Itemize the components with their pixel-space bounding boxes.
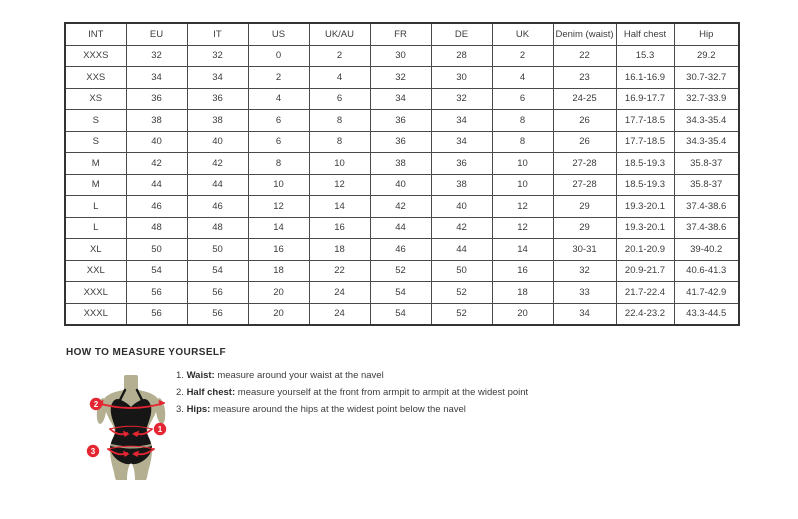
table-cell: 35.8-37 [674, 174, 739, 196]
table-cell: 36 [370, 131, 431, 153]
table-cell: 44 [431, 239, 492, 261]
table-cell: 38 [187, 110, 248, 132]
table-cell: 42 [370, 196, 431, 218]
table-cell: 35.8-37 [674, 153, 739, 175]
table-cell: 42 [126, 153, 187, 175]
table-cell: 34 [126, 67, 187, 89]
column-header: INT [65, 23, 126, 45]
table-cell: 36 [370, 110, 431, 132]
table-cell: 10 [309, 153, 370, 175]
table-cell: 4 [248, 88, 309, 110]
measure-step [176, 388, 528, 399]
table-cell: 41.7-42.9 [674, 282, 739, 304]
table-row [65, 260, 739, 282]
table-row [65, 303, 739, 325]
column-header: Hip [674, 23, 739, 45]
column-header: DE [431, 23, 492, 45]
table-cell: 40 [126, 131, 187, 153]
table-cell: 18 [248, 260, 309, 282]
mannequin-icon [83, 366, 175, 486]
measure-step-number: 2. [176, 386, 187, 398]
table-cell: S [65, 131, 126, 153]
measure-step-label: Hips: [186, 403, 211, 415]
table-cell: 8 [309, 131, 370, 153]
table-cell: 30 [370, 45, 431, 67]
table-row [65, 88, 739, 110]
table-cell: 46 [126, 196, 187, 218]
column-header: Half chest [616, 23, 674, 45]
table-cell: 4 [309, 67, 370, 89]
table-cell: 8 [248, 153, 309, 175]
table-cell: 6 [248, 110, 309, 132]
table-cell: 2 [492, 45, 553, 67]
table-cell: 6 [248, 131, 309, 153]
table-cell: 30.7-32.7 [674, 67, 739, 89]
table-cell: 40.6-41.3 [674, 260, 739, 282]
size-chart-header [65, 23, 739, 45]
table-cell: 50 [187, 239, 248, 261]
table-cell: 56 [187, 303, 248, 325]
table-cell: 37.4-38.6 [674, 196, 739, 218]
table-cell: 36 [431, 153, 492, 175]
table-cell: XL [65, 239, 126, 261]
column-header: UK [492, 23, 553, 45]
table-cell: 28 [431, 45, 492, 67]
table-cell: 54 [187, 260, 248, 282]
table-cell: 20.9-21.7 [616, 260, 674, 282]
table-cell: 18 [309, 239, 370, 261]
table-cell: 22 [553, 45, 616, 67]
table-cell: 42 [431, 217, 492, 239]
table-cell: 17.7-18.5 [616, 131, 674, 153]
table-cell: 12 [492, 196, 553, 218]
table-cell: 8 [492, 131, 553, 153]
table-cell: XS [65, 88, 126, 110]
table-cell: 16.1-16.9 [616, 67, 674, 89]
waist-badge-number: 1 [157, 425, 163, 434]
table-cell: 29.2 [674, 45, 739, 67]
measure-step-label: Half chest: [186, 386, 236, 398]
table-cell: 38 [431, 174, 492, 196]
table-cell: 36 [126, 88, 187, 110]
table-cell: 24-25 [553, 88, 616, 110]
table-cell: 50 [431, 260, 492, 282]
table-cell: 18.5-19.3 [616, 153, 674, 175]
table-cell: 37.4-38.6 [674, 217, 739, 239]
table-cell: 20 [492, 303, 553, 325]
table-cell: M [65, 174, 126, 196]
table-cell: 39-40.2 [674, 239, 739, 261]
table-cell: 12 [492, 217, 553, 239]
table-cell: 14 [492, 239, 553, 261]
table-row [65, 196, 739, 218]
table-cell: 23 [553, 67, 616, 89]
measure-step-text: measure around the hips at the widest point below the navel [210, 403, 466, 415]
table-cell: 2 [309, 45, 370, 67]
table-cell: 32 [553, 260, 616, 282]
table-cell: S [65, 110, 126, 132]
table-cell: 34 [431, 131, 492, 153]
measure-step [176, 405, 528, 416]
table-cell: 20 [248, 303, 309, 325]
table-cell: 32 [126, 45, 187, 67]
table-cell: XXXL [65, 303, 126, 325]
table-cell: 40 [431, 196, 492, 218]
table-cell: 44 [370, 217, 431, 239]
table-cell: 0 [248, 45, 309, 67]
table-cell: 16 [309, 217, 370, 239]
table-cell: 14 [248, 217, 309, 239]
table-cell: 15.3 [616, 45, 674, 67]
table-cell: 38 [370, 153, 431, 175]
table-cell: 46 [187, 196, 248, 218]
table-row [65, 67, 739, 89]
table-cell: 56 [126, 282, 187, 304]
column-header: US [248, 23, 309, 45]
hips-badge-number: 3 [90, 447, 96, 456]
table-cell: 19.3-20.1 [616, 196, 674, 218]
table-cell: 21.7-22.4 [616, 282, 674, 304]
table-cell: 54 [370, 303, 431, 325]
table-cell: 52 [431, 303, 492, 325]
table-cell: 16 [248, 239, 309, 261]
column-header: UK/AU [309, 23, 370, 45]
table-cell: 40 [370, 174, 431, 196]
table-row [65, 239, 739, 261]
table-cell: 22.4-23.2 [616, 303, 674, 325]
table-cell: 32 [431, 88, 492, 110]
table-row [65, 174, 739, 196]
table-cell: 48 [187, 217, 248, 239]
table-cell: 20.1-20.9 [616, 239, 674, 261]
table-cell: 34 [187, 67, 248, 89]
table-cell: 18 [492, 282, 553, 304]
table-row [65, 45, 739, 67]
column-header: IT [187, 23, 248, 45]
measure-steps [176, 371, 528, 422]
mannequin-illustration [83, 366, 175, 486]
table-cell: 12 [248, 196, 309, 218]
table-cell: 14 [309, 196, 370, 218]
table-cell: 10 [492, 153, 553, 175]
table-cell: 43.3-44.5 [674, 303, 739, 325]
table-cell: 54 [126, 260, 187, 282]
column-header: FR [370, 23, 431, 45]
table-cell: L [65, 196, 126, 218]
table-cell: 10 [492, 174, 553, 196]
table-row [65, 282, 739, 304]
measure-guide-heading: HOW TO MEASURE YOURSELF [66, 347, 226, 358]
table-row [65, 217, 739, 239]
table-cell: 12 [309, 174, 370, 196]
table-cell: 17.7-18.5 [616, 110, 674, 132]
measure-step [176, 371, 528, 382]
measure-step-label: Waist: [186, 370, 215, 381]
table-cell: 8 [309, 110, 370, 132]
table-cell: 29 [553, 196, 616, 218]
table-cell: 48 [126, 217, 187, 239]
table-cell: 19.3-20.1 [616, 217, 674, 239]
table-cell: 38 [126, 110, 187, 132]
measure-step-number: 1. [176, 370, 187, 381]
table-cell: 34.3-35.4 [674, 110, 739, 132]
table-cell: 34.3-35.4 [674, 131, 739, 153]
table-cell: 30 [431, 67, 492, 89]
measure-step-text: measure around your waist at the navel [214, 370, 384, 381]
size-chart-table [64, 22, 740, 326]
table-cell: 40 [187, 131, 248, 153]
table-cell: 6 [309, 88, 370, 110]
column-header: EU [126, 23, 187, 45]
table-cell: 56 [126, 303, 187, 325]
column-header: Denim (waist) [553, 23, 616, 45]
table-cell: 4 [492, 67, 553, 89]
table-cell: 32.7-33.9 [674, 88, 739, 110]
table-cell: 2 [248, 67, 309, 89]
table-cell: 33 [553, 282, 616, 304]
table-cell: 52 [431, 282, 492, 304]
measure-step-text: measure yourself at the front from armpit to armpit at the widest point [235, 386, 529, 398]
table-cell: 32 [187, 45, 248, 67]
table-cell: 8 [492, 110, 553, 132]
table-cell: 34 [370, 88, 431, 110]
mannequin-neck [124, 375, 138, 391]
table-cell: 44 [126, 174, 187, 196]
table-cell: 34 [431, 110, 492, 132]
table-cell: 34 [553, 303, 616, 325]
table-cell: 52 [370, 260, 431, 282]
table-cell: 29 [553, 217, 616, 239]
table-cell: 27-28 [553, 153, 616, 175]
size-chart-body [65, 45, 739, 325]
table-cell: 20 [248, 282, 309, 304]
table-cell: 6 [492, 88, 553, 110]
table-cell: 24 [309, 303, 370, 325]
table-cell: XXXL [65, 282, 126, 304]
table-cell: 44 [187, 174, 248, 196]
table-cell: 30-31 [553, 239, 616, 261]
table-cell: 10 [248, 174, 309, 196]
table-cell: 36 [187, 88, 248, 110]
table-cell: 24 [309, 282, 370, 304]
table-cell: 54 [370, 282, 431, 304]
table-cell: 16 [492, 260, 553, 282]
table-cell: 16.9-17.7 [616, 88, 674, 110]
chest-badge-number: 2 [93, 400, 99, 409]
measure-step-number: 3. [176, 403, 187, 415]
table-cell: 32 [370, 67, 431, 89]
table-cell: 27-28 [553, 174, 616, 196]
table-row [65, 131, 739, 153]
table-cell: 50 [126, 239, 187, 261]
table-cell: 56 [187, 282, 248, 304]
table-row [65, 153, 739, 175]
table-cell: XXXS [65, 45, 126, 67]
table-row [65, 110, 739, 132]
table-cell: XXL [65, 260, 126, 282]
table-cell: L [65, 217, 126, 239]
table-cell: XXS [65, 67, 126, 89]
table-cell: 26 [553, 131, 616, 153]
table-cell: 22 [309, 260, 370, 282]
size-chart-header-row [65, 23, 739, 45]
table-cell: 18.5-19.3 [616, 174, 674, 196]
table-cell: 42 [187, 153, 248, 175]
table-cell: 26 [553, 110, 616, 132]
table-cell: M [65, 153, 126, 175]
table-cell: 46 [370, 239, 431, 261]
